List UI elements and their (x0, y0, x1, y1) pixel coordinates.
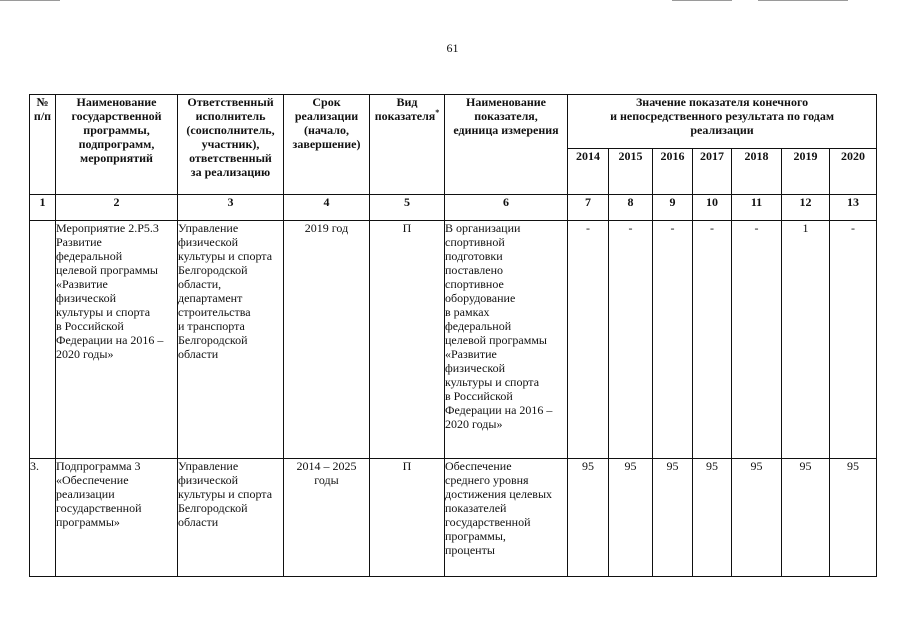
row-type: П (370, 221, 445, 459)
row-value-2019: 95 (782, 459, 830, 577)
header-program: Наименование государственной программы, подпрограмм, мероприятий (56, 95, 178, 195)
row-term: 2014 – 2025 годы (284, 459, 370, 577)
year-2016: 2016 (653, 149, 693, 195)
row-value-2014: 95 (568, 459, 609, 577)
header-num: № п/п (30, 95, 56, 195)
row-value-2020: 95 (830, 459, 877, 577)
row-value-2016: - (653, 221, 693, 459)
year-2017: 2017 (693, 149, 732, 195)
column-number: 10 (693, 195, 732, 221)
row-value-2018: - (732, 221, 782, 459)
header-indicator: Наименование показателя, единица измерения (445, 95, 568, 195)
row-value-2020: - (830, 221, 877, 459)
year-2014: 2014 (568, 149, 609, 195)
row-responsible: Управление физической культуры и спорта Белгородской области, департамент строительства и транспорта Белгородской области (178, 221, 284, 459)
column-number: 13 (830, 195, 877, 221)
row-term: 2019 год (284, 221, 370, 459)
row-program: Подпрограмма 3 «Обеспечение реализации государственной программы» (56, 459, 178, 577)
table-row (30, 459, 877, 577)
header-responsible: Ответственный исполнитель (соисполнитель, участник), ответственный за реализацию (178, 95, 284, 195)
year-2018: 2018 (732, 149, 782, 195)
row-indicator: Обеспечение среднего уровня достижения целевых показателей государственной программы, проценты (445, 459, 568, 577)
row-value-2018: 95 (732, 459, 782, 577)
row-indicator: В организации спортивной подготовки поставлено спортивное оборудование в рамках федеральной целевой программы «Развитие физической культуры и спорта в Российской Федерации на 2016 – 2020 годы» (445, 221, 568, 459)
row-program: Мероприятие 2.Р5.3 Развитие федеральной целевой программы «Развитие физической культуры и спорта в Российской Федерации на 2016 – 2020 годы» (56, 221, 178, 459)
header-term: Срок реализации (начало, завершение) (284, 95, 370, 195)
header-value-group: Значение показателя конечного и непосредственного результата по годам реализации (568, 95, 877, 149)
column-number: 12 (782, 195, 830, 221)
column-number: 3 (178, 195, 284, 221)
row-value-2019: 1 (782, 221, 830, 459)
indicator-table (29, 94, 877, 577)
column-number: 2 (56, 195, 178, 221)
column-number: 7 (568, 195, 609, 221)
header-row (30, 95, 877, 149)
column-number: 5 (370, 195, 445, 221)
year-2020: 2020 (830, 149, 877, 195)
column-number: 6 (445, 195, 568, 221)
column-number: 4 (284, 195, 370, 221)
row-num: 3. (30, 459, 56, 577)
header-type: Вид показателя* (370, 95, 445, 195)
column-number: 11 (732, 195, 782, 221)
page-number: 61 (446, 41, 459, 55)
table-row (30, 221, 877, 459)
footnote-mark: * (435, 108, 440, 117)
column-number: 1 (30, 195, 56, 221)
row-num (30, 221, 56, 459)
row-value-2016: 95 (653, 459, 693, 577)
row-responsible: Управление физической культуры и спорта Белгородской области (178, 459, 284, 577)
row-type: П (370, 459, 445, 577)
column-number: 9 (653, 195, 693, 221)
row-value-2017: 95 (693, 459, 732, 577)
row-value-2015: 95 (609, 459, 653, 577)
row-value-2015: - (609, 221, 653, 459)
year-2019: 2019 (782, 149, 830, 195)
row-value-2014: - (568, 221, 609, 459)
column-number: 8 (609, 195, 653, 221)
row-value-2017: - (693, 221, 732, 459)
column-number-row (30, 195, 877, 221)
year-2015: 2015 (609, 149, 653, 195)
